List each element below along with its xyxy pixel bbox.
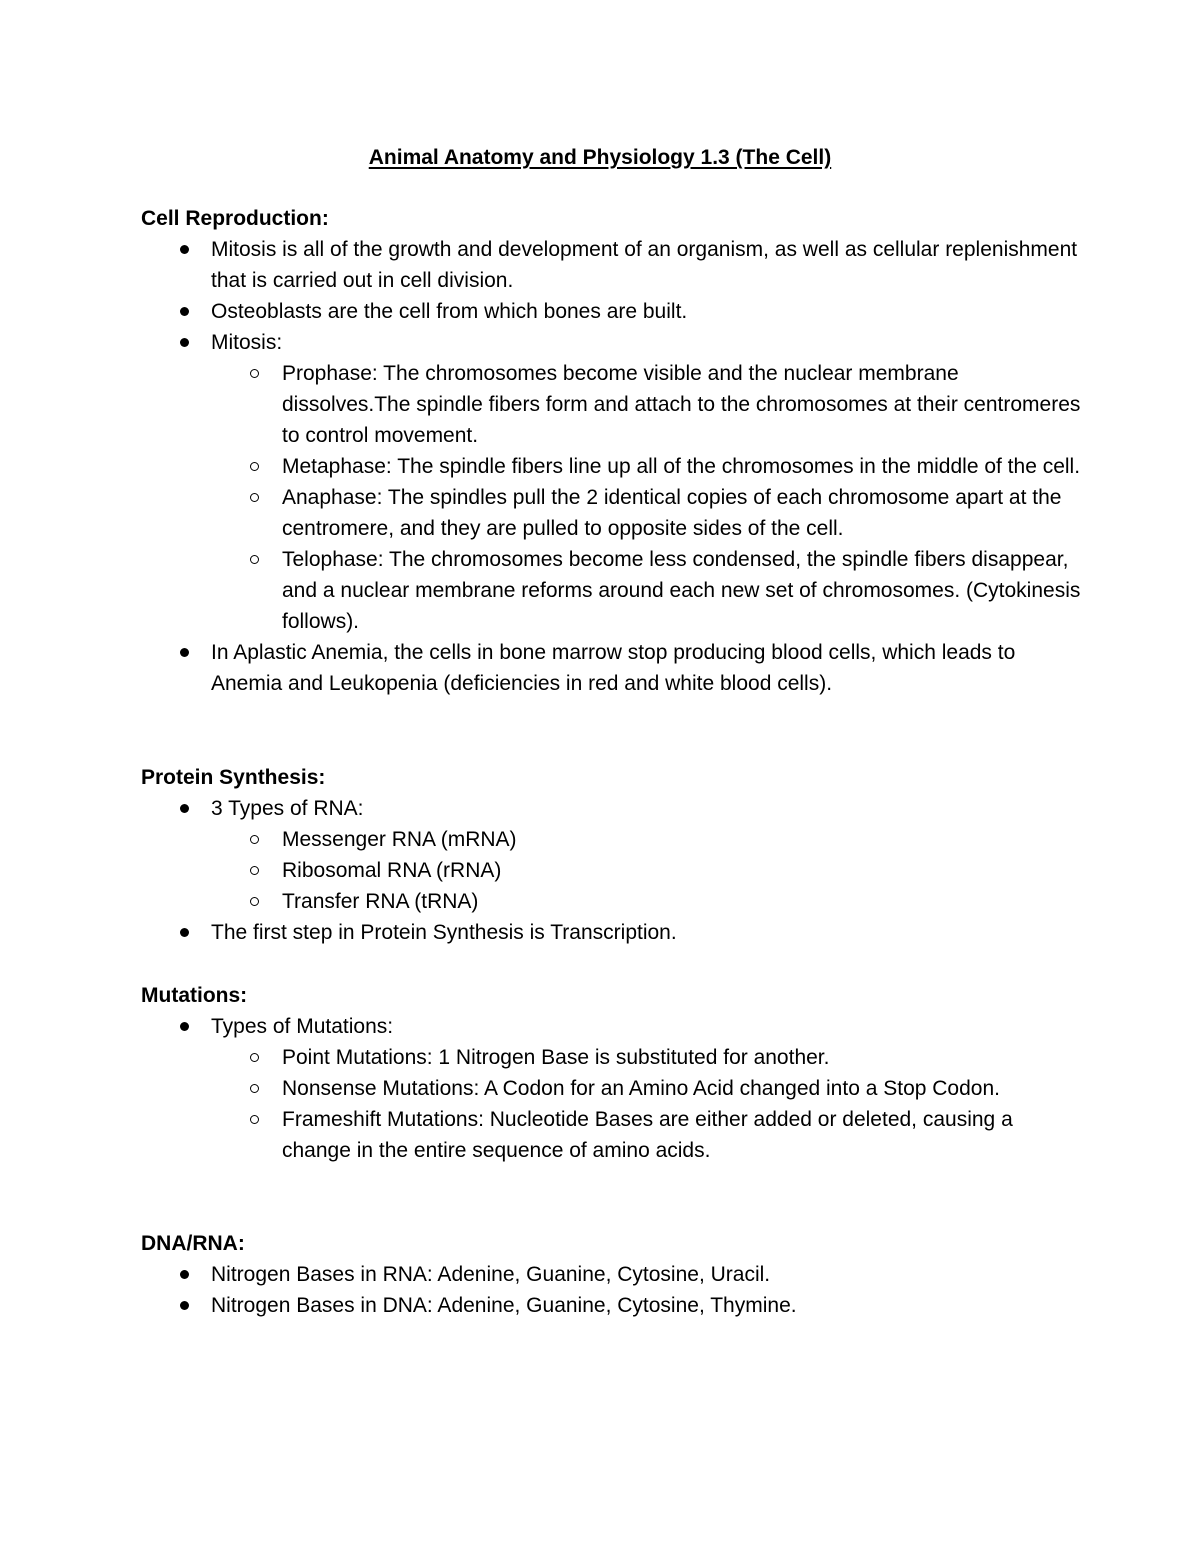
- bullet-list: [141, 1011, 1081, 1166]
- section-heading: Cell Reproduction:: [141, 207, 329, 230]
- list-item-text: In Aplastic Anemia, the cells in bone marrow stop producing blood cells, which leads to Anemia and Leukopenia (deficiencies in red and white blood cells).: [211, 641, 1016, 695]
- sub-list-item-text: Frameshift Mutations: Nucleotide Bases are either added or deleted, causing a change in the entire sequence of amino acids.: [282, 1108, 1013, 1162]
- bullet-dot-icon: [180, 928, 189, 937]
- list-item-text: Nitrogen Bases in RNA: Adenine, Guanine, Cytosine, Uracil.: [211, 1263, 771, 1286]
- sub-list-item: [141, 451, 1081, 482]
- list-item: [141, 234, 1081, 296]
- section-mutations: [141, 980, 1081, 1166]
- bullet-dot-icon: [180, 648, 189, 657]
- bullet-list: [141, 793, 1081, 948]
- bullet-circle-icon: [250, 897, 259, 906]
- bullet-dot-icon: [180, 1270, 189, 1279]
- section-protein-synthesis: [141, 762, 1081, 948]
- list-item: [141, 296, 1081, 327]
- sub-list: [141, 824, 1081, 917]
- document-title: Animal Anatomy and Physiology 1.3 (The Cell): [368, 146, 832, 169]
- section-heading: DNA/RNA:: [141, 1232, 245, 1255]
- sub-list-item-text: Prophase: The chromosomes become visible and the nuclear membrane dissolves.The spindle fibers form and attach to the chromosomes at their centromeres to control movement.: [282, 362, 1081, 447]
- section-heading: Protein Synthesis:: [141, 766, 326, 789]
- bullet-list: [141, 234, 1081, 699]
- bullet-dot-icon: [180, 245, 189, 254]
- sub-list-item-text: Messenger RNA (mRNA): [282, 828, 517, 851]
- sub-list-item-text: Nonsense Mutations: A Codon for an Amino Acid changed into a Stop Codon.: [282, 1077, 1000, 1100]
- bullet-circle-icon: [250, 1084, 259, 1093]
- sub-list-item-text: Ribosomal RNA (rRNA): [282, 859, 502, 882]
- bullet-circle-icon: [250, 1115, 259, 1124]
- sub-list-item: [141, 1073, 1081, 1104]
- sub-list-item-text: Transfer RNA (tRNA): [282, 890, 479, 913]
- list-item: [141, 917, 1081, 948]
- bullet-dot-icon: [180, 1301, 189, 1310]
- sub-list-item: [141, 358, 1081, 451]
- sub-list-item-text: Point Mutations: 1 Nitrogen Base is substituted for another.: [282, 1046, 830, 1069]
- sub-list: [141, 358, 1081, 637]
- list-item-text: The first step in Protein Synthesis is Transcription.: [211, 921, 677, 944]
- section-cell-reproduction: [141, 203, 1081, 699]
- bullet-circle-icon: [250, 555, 259, 564]
- bullet-list: [141, 1259, 1081, 1321]
- section-heading: Mutations:: [141, 984, 248, 1007]
- bullet-circle-icon: [250, 462, 259, 471]
- bullet-dot-icon: [180, 338, 189, 347]
- list-item: [141, 637, 1081, 699]
- sub-list-item: [141, 544, 1081, 637]
- sub-list-item: [141, 482, 1081, 544]
- list-item-text: Types of Mutations:: [211, 1015, 394, 1038]
- sub-list-item: [141, 824, 1081, 855]
- list-item-text: Osteoblasts are the cell from which bones are built.: [211, 300, 688, 323]
- sub-list-item: [141, 1104, 1081, 1166]
- section-dna-rna: [141, 1228, 1081, 1321]
- list-item: [141, 793, 1081, 917]
- list-item: [141, 327, 1081, 637]
- list-item-text: Nitrogen Bases in DNA: Adenine, Guanine, Cytosine, Thymine.: [211, 1294, 797, 1317]
- sub-list-item: [141, 886, 1081, 917]
- sub-list-item: [141, 855, 1081, 886]
- list-item-text: Mitosis:: [211, 331, 283, 354]
- list-item: [141, 1259, 1081, 1290]
- list-item-text: Mitosis is all of the growth and development of an organism, as well as cellular replenishment that is carried out in cell division.: [211, 238, 1078, 292]
- bullet-circle-icon: [250, 369, 259, 378]
- list-item: [141, 1011, 1081, 1166]
- sub-list-item-text: Metaphase: The spindle fibers line up all of the chromosomes in the middle of the cell.: [282, 455, 1081, 478]
- sub-list-item-text: Anaphase: The spindles pull the 2 identical copies of each chromosome apart at the centromere, and they are pulled to opposite sides of the cell.: [282, 486, 1062, 540]
- sub-list-item: [141, 1042, 1081, 1073]
- bullet-dot-icon: [180, 1022, 189, 1031]
- list-item: [141, 1290, 1081, 1321]
- bullet-circle-icon: [250, 1053, 259, 1062]
- list-item-text: 3 Types of RNA:: [211, 797, 364, 820]
- sub-list-item-text: Telophase: The chromosomes become less condensed, the spindle fibers disappear, and a nuclear membrane reforms around each new set of chromosomes. (Cytokinesis follows).: [282, 548, 1081, 633]
- sub-list: [141, 1042, 1081, 1166]
- bullet-dot-icon: [180, 804, 189, 813]
- bullet-dot-icon: [180, 307, 189, 316]
- bullet-circle-icon: [250, 835, 259, 844]
- bullet-circle-icon: [250, 493, 259, 502]
- bullet-circle-icon: [250, 866, 259, 875]
